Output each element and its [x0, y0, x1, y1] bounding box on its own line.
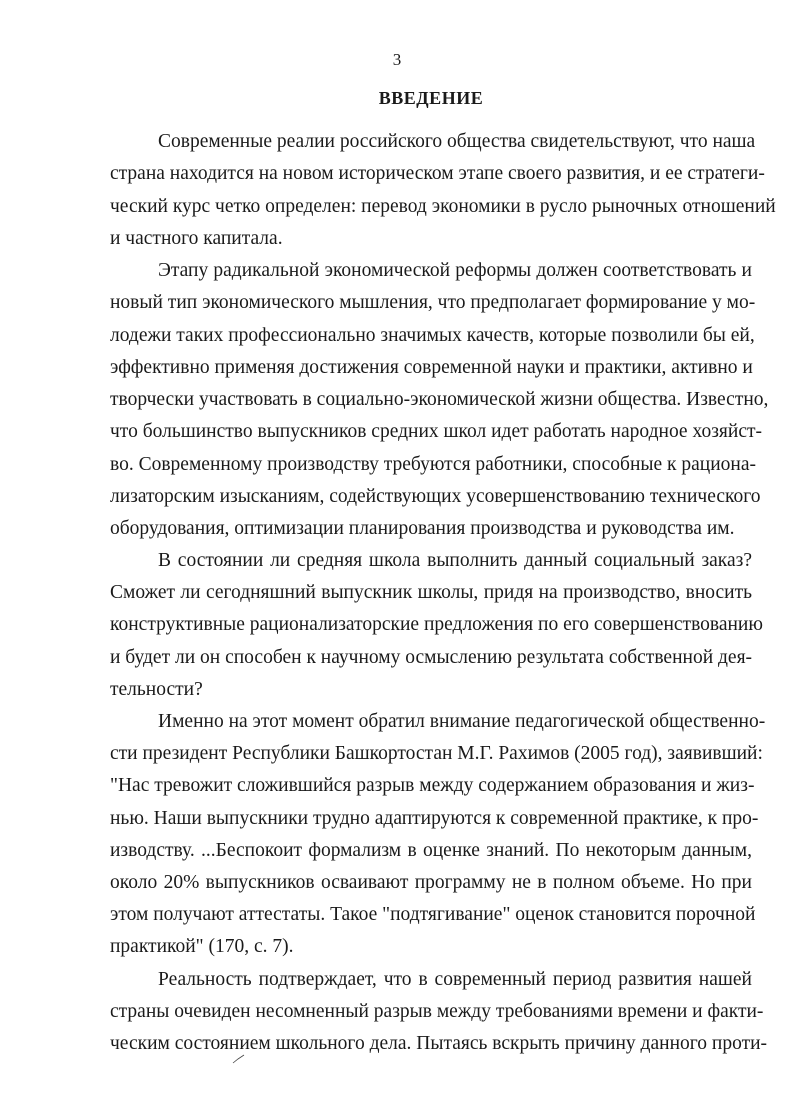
- page-number: 3: [392, 50, 402, 69]
- text-line: Сможет ли сегодняшний выпускник школы, придя на производство, вносить: [110, 582, 752, 603]
- text-line: Современные реалии российского общества свидетельствуют, что наша: [158, 131, 756, 152]
- text-line: сти президент Республики Башкортостан М.Г. Рахимов (2005 год), заявивший:: [110, 743, 763, 764]
- text-line: Именно на этот момент обратил внимание педагогической общественно-: [158, 711, 766, 732]
- text-line: эффективно применяя достижения современной науки и практики, активно и: [110, 357, 753, 378]
- text-line: около 20% выпускников осваивают программу не в полном объеме. Но при: [110, 872, 752, 893]
- section-title: ВВЕДЕНИЕ: [378, 88, 484, 108]
- text-line: и будет ли он способен к научному осмыслению результата собственной дея-: [110, 647, 753, 668]
- text-line: нью. Наши выпускники трудно адаптируются к современной практике, к про-: [110, 808, 759, 829]
- text-line: конструктивные рационализаторские предложения по его совершенствованию: [110, 614, 763, 635]
- text-line: страна находится на новом историческом этапе своего развития, и ее стратеги-: [110, 163, 765, 184]
- text-line: и частного капитала.: [110, 228, 283, 249]
- text-line: что большинство выпускников средних школ идет работать народное хозяйст-: [110, 421, 762, 442]
- text-line: В состоянии ли средняя школа выполнить данный социальный заказ?: [158, 550, 752, 571]
- text-line: Этапу радикальной экономической реформы должен соответствовать и: [158, 260, 752, 281]
- text-line: новый тип экономического мышления, что предполагает формирование у мо-: [110, 292, 756, 313]
- text-line: ческий курс четко определен: перевод экономики в русло рыночных отношений: [110, 196, 776, 217]
- text-line: изводству. ...Беспокоит формализм в оценке знаний. По некоторым данным,: [110, 840, 752, 861]
- text-line: практикой" (170, с. 7).: [110, 936, 294, 957]
- pen-mark-icon: [232, 1054, 246, 1064]
- text-line: страны очевиден несомненный разрыв между требованиями времени и факти-: [110, 1001, 764, 1022]
- text-line: лизаторским изысканиям, содействующих усовершенствованию технического: [110, 486, 761, 507]
- text-line: ческим состоянием школьного дела. Пытаясь вскрыть причину данного проти-: [110, 1033, 768, 1054]
- text-line: "Нас тревожит сложившийся разрыв между содержанием образования и жиз-: [110, 775, 755, 796]
- text-line: творчески участвовать в социально-экономической жизни общества. Известно,: [110, 389, 769, 410]
- text-line: Реальность подтверждает, что в современный период развития нашей: [158, 969, 752, 990]
- text-line: тельности?: [110, 679, 203, 700]
- text-line: во. Современному производству требуются работники, способные к рациона-: [110, 454, 756, 475]
- text-line: лодежи таких профессионально значимых качеств, которые позволили бы ей,: [110, 325, 755, 346]
- text-line: оборудования, оптимизации планирования производства и руководства им.: [110, 518, 735, 539]
- text-line: этом получают аттестаты. Такое "подтягивание" оценок становится порочной: [110, 904, 756, 925]
